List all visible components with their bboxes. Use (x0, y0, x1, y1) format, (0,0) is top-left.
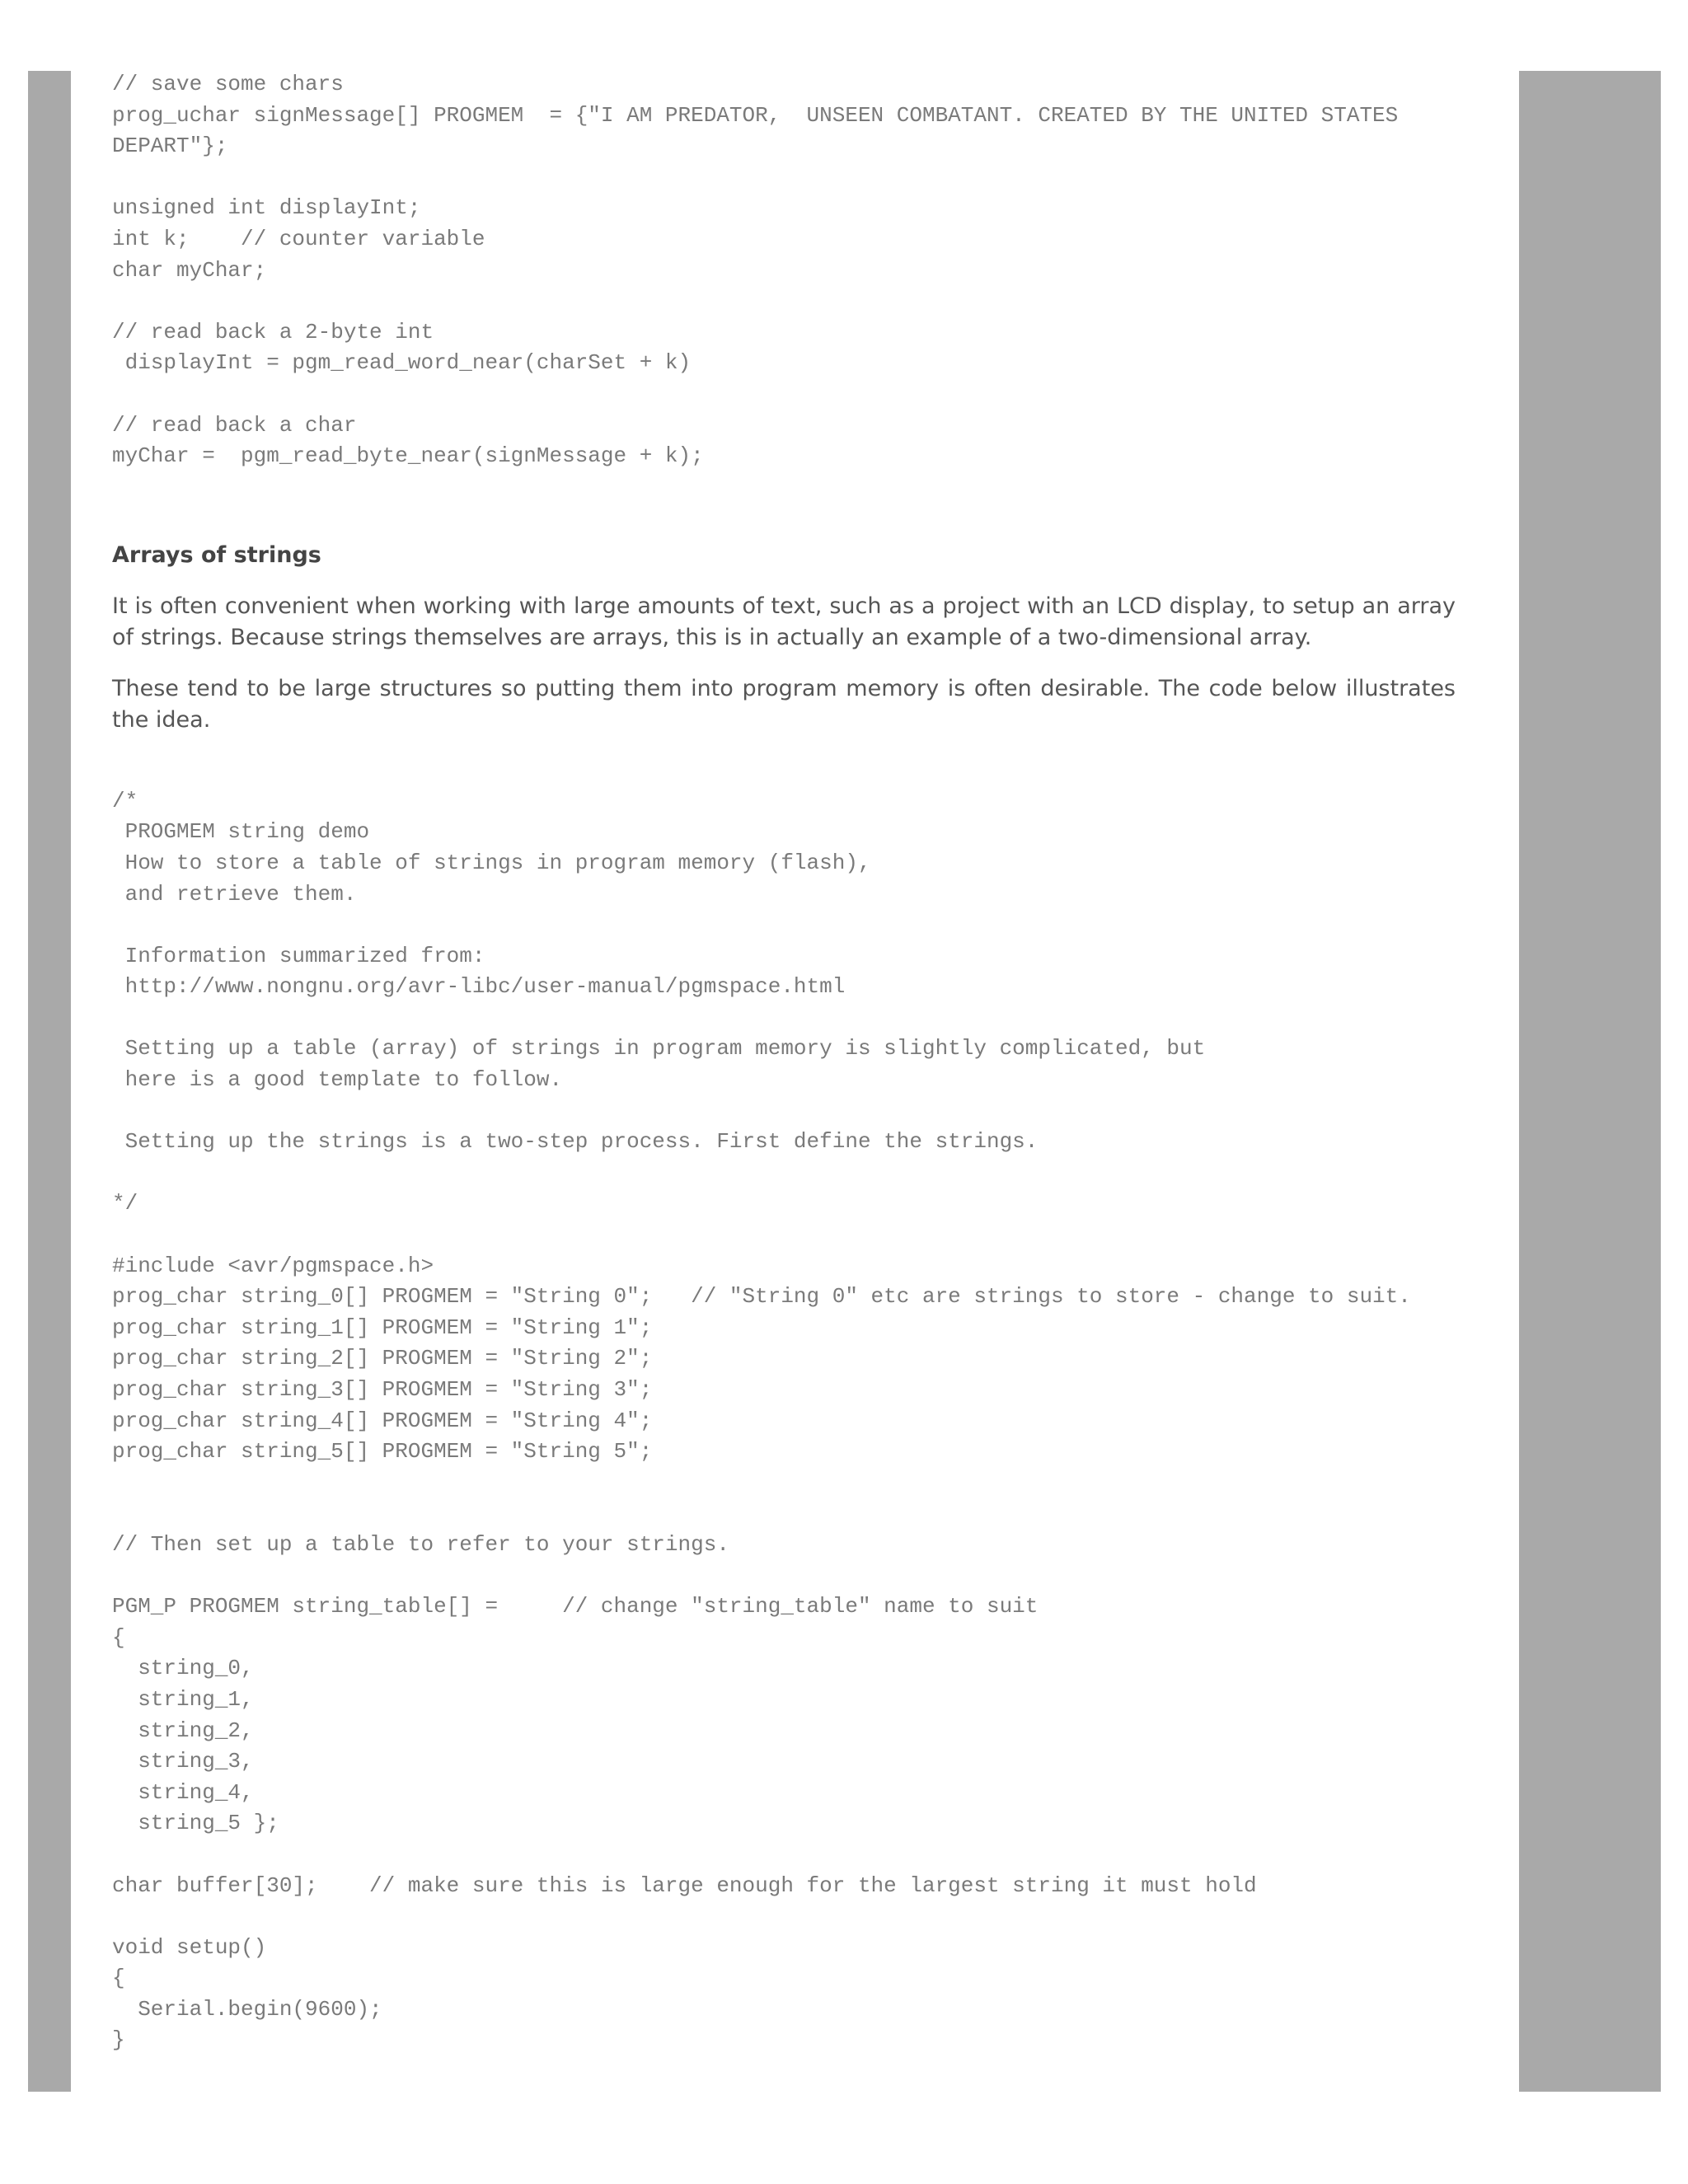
paragraph-program-memory: These tend to be large structures so putting them into program memory is often desirable. The code below illustrates the idea. (112, 675, 1456, 733)
code-block-read-progmem: // save some chars prog_uchar signMessage[] PROGMEM = {"I AM PREDATOR, UNSEEN COMBATANT. CREATED BY THE UNITED STATES DEPART"}; unsigned int displayInt; int k; // counter variable char myChar; // read back a 2-byte int displayInt = pgm_read_word_near(charSet + k) // read back a char myChar = pgm_read_byte_near(signMessage + k); (112, 72, 1399, 469)
code-block-string-table: /* PROGMEM string demo How to store a table of strings in program memory (flash), and retrieve them. Information summarized from: http://www.nongnu.org/avr-libc/user-manual/pgmspace.html Setting up a table (array) of strings in program memory is slightly complicated, but here is a good template to follow. Setting up the strings is a two-step process. First define the strings. */ #include <avr/pgmspace.h> prog_char string_0[] PROGMEM = "String 0"; // "String 0" etc are strings to store - change to suit. prog_char string_1[] PROGMEM = "String 1"; prog_char string_2[] PROGMEM = "String 2"; prog_char string_3[] PROGMEM = "String 3"; prog_char string_4[] PROGMEM = "String 4"; prog_char string_5[] PROGMEM = "String 5"; // Then set up a table to refer to your strings. PGM_P PROGMEM string_table[] = // change "string_table" name to suit { string_0, string_1, string_2, string_3, string_4, string_5 }; char buffer[30]; // make sure this is large enough for the largest string it must hold void setup() { Serial.begin(9600); } (112, 788, 1411, 2053)
right-gutter-bar (1519, 71, 1661, 2092)
paragraph-intro: It is often convenient when working with large amounts of text, such as a project with an LCD display, to setup an array of strings. Because strings themselves are arrays, this is in actually an example of a two-dimensional array. (112, 593, 1456, 650)
page-content (112, 69, 1456, 2056)
left-gutter-bar (28, 71, 71, 2092)
section-heading: Arrays of strings (112, 541, 321, 568)
